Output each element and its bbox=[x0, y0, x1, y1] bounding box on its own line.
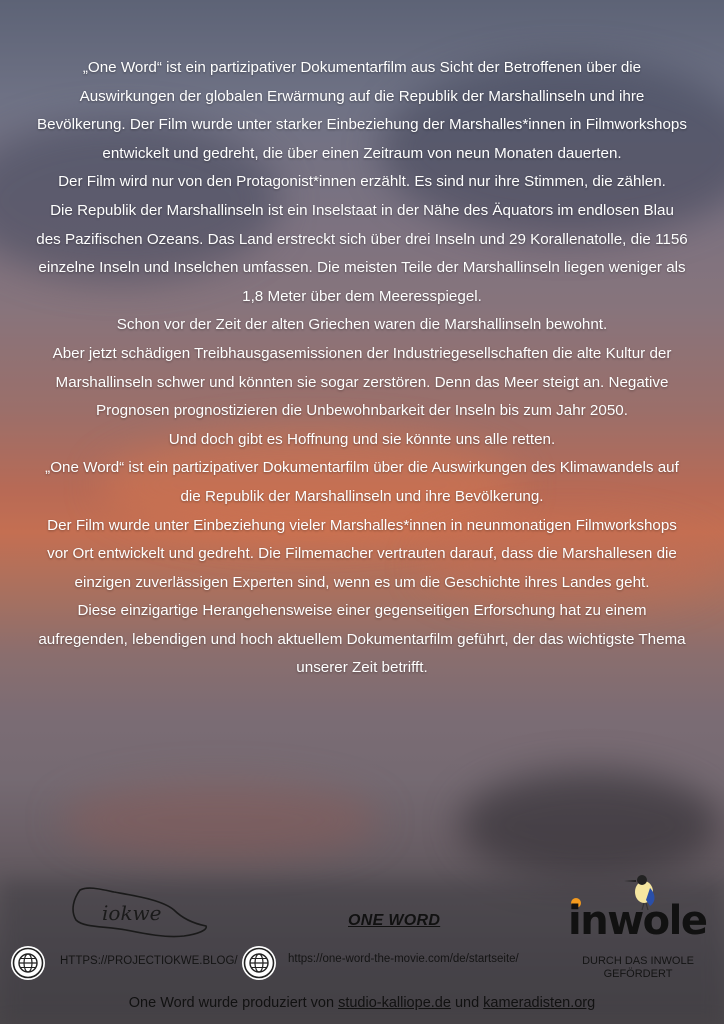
paragraph-approach: Diese einzigartige Herangehensweise einer gegenseitigen Erforschung hat zu einem aufregenden, lebendigen und hoch aktuellem Dokumentarfilm geführt, der das wichtigste Thema unserer Zeit betrifft. bbox=[38, 602, 686, 677]
globe-icon[interactable] bbox=[11, 946, 45, 980]
kameradisten-link[interactable]: kameradisten.org bbox=[483, 995, 596, 1011]
footer-prefix: One Word wurde produziert von bbox=[128, 995, 339, 1011]
paragraph-workshops: Der Film wurde unter Einbeziehung vieler Marshalles*innen in neunmonatigen Filmworkshops vor Ort entwickelt und gedreht. Die Filmemacher vertrauten darauf, dass die Marshallesen die einzigen zuverlässigen Experten sind, wenn es um die Geschichte ihres Landes geht. bbox=[47, 516, 677, 591]
paragraph-hope: Und doch gibt es Hoffnung und sie könnte uns alle retten. bbox=[168, 430, 556, 448]
paragraph-intro: „One Word“ ist ein partizipativer Dokumentarfilm aus Sicht der Betroffenen über die Auswirkungen der globalen Erwärmung auf die Republik der Marshallinseln und ihre Bevölkerung. Der Film wurde unter starker Einbeziehung der Marshalles*innen in Filmworkshops entwickelt und gedreht, die über einen Zeitraum von neun Monaten dauerten. bbox=[37, 59, 687, 162]
iokwe-logo-text: iokwe bbox=[102, 901, 162, 925]
movie-site-link[interactable]: https://one-word-the-movie.com/de/startseite/ bbox=[288, 953, 519, 965]
inwole-logo bbox=[568, 870, 707, 944]
one-word-title: ONE WORD bbox=[348, 912, 441, 929]
iokwe-logo bbox=[66, 880, 212, 944]
paragraph-greeks: Schon vor der Zeit der alten Griechen waren die Marshallinseln bewohnt. bbox=[116, 316, 608, 334]
funding-line-2: GEFÖRDERT bbox=[603, 968, 673, 980]
funding-note bbox=[578, 955, 698, 981]
funding-line-1: DURCH DAS INWOLE bbox=[582, 955, 694, 967]
footer-credits bbox=[0, 995, 724, 1011]
paragraph-republic: Die Republik der Marshallinseln ist ein Inselstaat in der Nähe des Äquators im endlosen Blau des Pazifischen Ozeans. Das Land erstreckt sich über drei Inseln und 29 Korallenatolle, die 1156 einzelne Inseln und Inselchen umfassen. Die meisten Teile der Marshallinseln liegen weniger als 1,8 Meter über dem Meeresspiegel. bbox=[36, 201, 688, 305]
inwole-logo-text: inwole bbox=[568, 898, 707, 944]
project-blog-link[interactable]: HTTPS://PROJECTIOKWE.BLOG/ bbox=[60, 955, 238, 967]
paragraph-emissions: Aber jetzt schädigen Treibhausgasemissionen der Industriegesellschaften die alte Kultur der Marshallinseln schwer und könnten sie sogar zerstören. Denn das Meer steigt an. Negative Prognosen prognostizieren die Unbewohnbarkeit der Inseln bis zum Jahr 2050. bbox=[52, 344, 672, 420]
body-text bbox=[36, 54, 688, 683]
paragraph-participatory: „One Word“ ist ein partizipativer Dokumentarfilm über die Auswirkungen des Klimawandels auf die Republik der Marshallinseln und ihre Bevölkerung. bbox=[45, 459, 679, 505]
studio-kalliope-link[interactable]: studio-kalliope.de bbox=[338, 995, 451, 1011]
globe-icon[interactable] bbox=[242, 946, 276, 980]
footer-middle: und bbox=[450, 995, 484, 1011]
paragraph-protagonists: Der Film wird nur von den Protagonist*innen erzählt. Es sind nur ihre Stimmen, die zählen. bbox=[58, 173, 666, 191]
